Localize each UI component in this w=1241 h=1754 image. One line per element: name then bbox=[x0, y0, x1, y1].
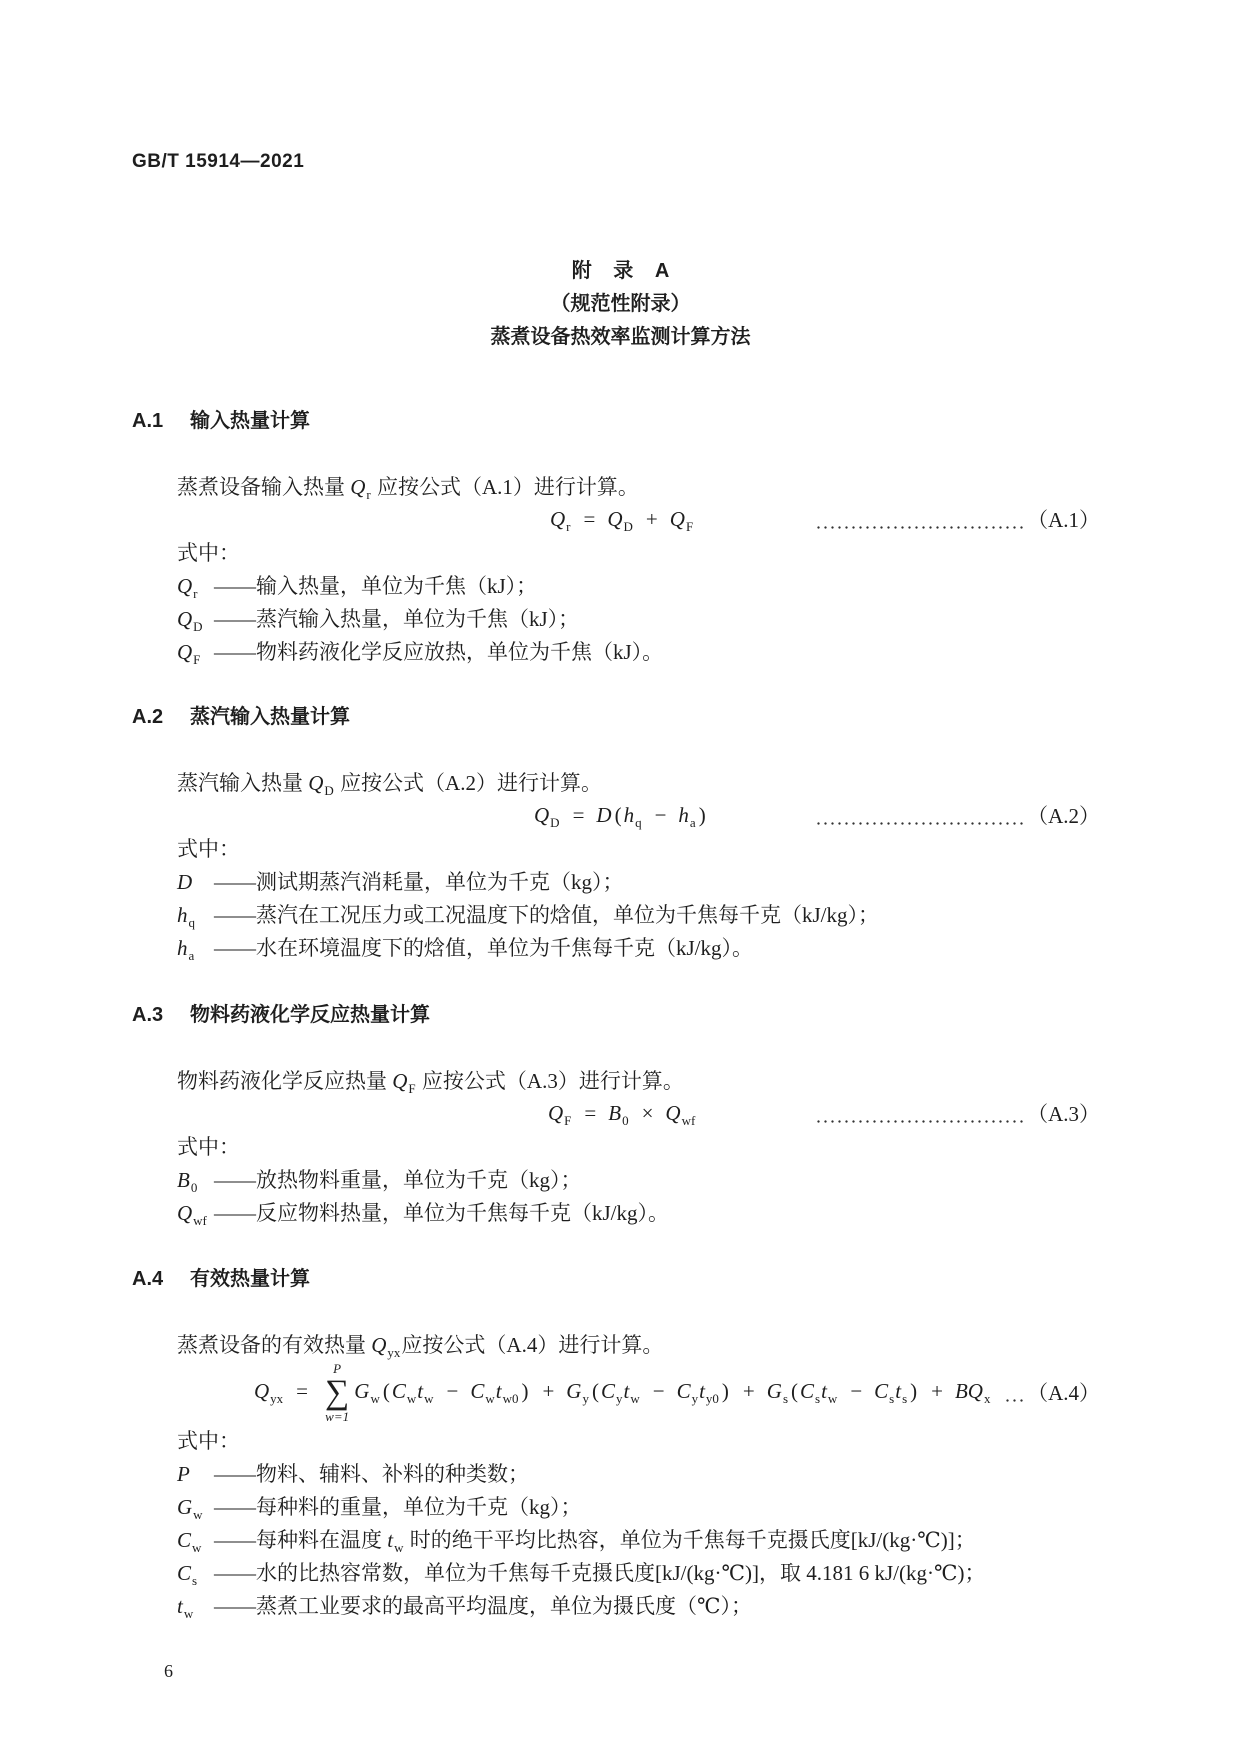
appendix-title-block bbox=[0, 255, 1241, 354]
equation-number: （A.2） bbox=[1027, 803, 1100, 828]
math-variable bbox=[177, 870, 192, 894]
math-variable bbox=[470, 1378, 495, 1406]
text-run: ) bbox=[521, 1378, 529, 1403]
variable-letter: h bbox=[177, 902, 188, 927]
math-variable bbox=[254, 1378, 284, 1406]
text-run: ( bbox=[791, 1378, 798, 1403]
definition-symbol bbox=[177, 932, 214, 967]
variable-letter: t bbox=[623, 1378, 630, 1403]
variable-letter: Q bbox=[177, 606, 193, 631]
math-variable bbox=[895, 1378, 908, 1406]
variable-letter: Q bbox=[177, 573, 193, 598]
variable-subscript: w bbox=[406, 1390, 417, 1406]
variable-letter: h bbox=[623, 802, 635, 827]
math-variable bbox=[821, 1378, 838, 1406]
text-run: ——每种料的重量，单位为千克（kg）； bbox=[214, 1494, 582, 1519]
variable-letter: G bbox=[354, 1378, 370, 1403]
where-label: 式中： bbox=[177, 836, 240, 861]
intro-paragraph bbox=[0, 767, 1241, 800]
section-heading bbox=[0, 701, 1241, 734]
math-operator: = bbox=[583, 506, 596, 531]
formula-a2 bbox=[534, 800, 1100, 833]
definition-row bbox=[0, 1590, 1241, 1623]
where-label: 式中： bbox=[177, 540, 240, 565]
variable-letter: t bbox=[177, 1593, 183, 1618]
dot-leader bbox=[815, 800, 1027, 833]
text-run: ——物料药液化学反应放热，单位为千焦（kJ）。 bbox=[214, 639, 664, 664]
variable-letter: Q bbox=[254, 1378, 270, 1403]
variable-letter: Q bbox=[371, 1332, 387, 1357]
math-variable bbox=[308, 770, 334, 798]
math-variable bbox=[874, 1378, 895, 1406]
math-variable bbox=[177, 1527, 202, 1555]
variable-letter: P bbox=[177, 1461, 190, 1486]
variable-subscript: yx bbox=[270, 1390, 284, 1406]
definition-row bbox=[0, 866, 1241, 899]
intro-paragraph bbox=[0, 1329, 1241, 1362]
variable-subscript: D bbox=[623, 518, 633, 534]
text-run: ——物料、辅料、补料的种类数； bbox=[214, 1461, 529, 1486]
section-heading bbox=[0, 999, 1241, 1032]
definition-symbol bbox=[177, 866, 214, 899]
text-run: ) bbox=[721, 1378, 729, 1403]
math-variable bbox=[177, 935, 195, 963]
math-variable bbox=[608, 1100, 629, 1128]
formula-expression bbox=[254, 1362, 991, 1424]
text-run: ——蒸煮工业要求的最高平均温度，单位为摄氏度（℃）； bbox=[214, 1593, 752, 1618]
math-variable bbox=[766, 1378, 788, 1406]
section-title: 有效热量计算 bbox=[190, 1267, 310, 1290]
dot-leader bbox=[815, 504, 1027, 537]
sum-upper-limit: P bbox=[333, 1361, 342, 1376]
definition-symbol bbox=[177, 1491, 214, 1526]
definition-symbol bbox=[177, 1557, 214, 1592]
section-a3 bbox=[0, 999, 1241, 1230]
text-run: ) bbox=[698, 802, 706, 827]
section-title: 蒸汽输入热量计算 bbox=[190, 705, 350, 728]
definition-row bbox=[0, 899, 1241, 932]
text-run: 应按公式（A.2）进行计算。 bbox=[334, 770, 602, 795]
formula-a1 bbox=[550, 504, 1100, 537]
variable-subscript: y0 bbox=[705, 1390, 719, 1406]
math-operator: = bbox=[572, 802, 585, 827]
variable-subscript: y bbox=[691, 1390, 699, 1406]
definition-symbol bbox=[177, 1590, 214, 1625]
definition-list bbox=[0, 570, 1241, 669]
variable-subscript: w bbox=[630, 1390, 640, 1406]
definition-text bbox=[214, 1495, 582, 1519]
variable-subscript: 0 bbox=[622, 1112, 629, 1128]
sum-lower-limit: w=1 bbox=[325, 1409, 350, 1424]
where-label: 式中： bbox=[177, 1428, 240, 1453]
text-run: ) bbox=[910, 1378, 918, 1403]
definition-row bbox=[0, 1524, 1241, 1557]
equation-number: （A.3） bbox=[1027, 1101, 1100, 1126]
math-variable bbox=[387, 1527, 404, 1555]
variable-subscript: x bbox=[983, 1390, 991, 1406]
text-run: ——输入热量，单位为千焦（kJ）； bbox=[214, 573, 538, 598]
variable-letter: G bbox=[177, 1494, 193, 1519]
text-run: 应按公式（A.1）进行计算。 bbox=[371, 474, 639, 499]
math-operator: − bbox=[850, 1378, 863, 1403]
text-run: 蒸煮设备的有效热量 bbox=[177, 1332, 372, 1357]
variable-subscript: yx bbox=[387, 1344, 401, 1360]
math-variable bbox=[534, 802, 560, 830]
math-operator: + bbox=[645, 506, 658, 531]
variable-letter: Q bbox=[665, 1100, 681, 1125]
variable-letter: D bbox=[177, 869, 193, 894]
definition-row bbox=[0, 1458, 1241, 1491]
section-a2 bbox=[0, 701, 1241, 965]
section-number: A.4 bbox=[132, 1267, 164, 1290]
math-variable bbox=[623, 802, 642, 830]
variable-subscript: r bbox=[193, 585, 198, 601]
variable-letter: C bbox=[600, 1378, 615, 1403]
variable-letter: B bbox=[608, 1100, 622, 1125]
text-run: 蒸煮设备输入热量 bbox=[177, 474, 351, 499]
math-variable bbox=[177, 1593, 194, 1621]
variable-subscript: F bbox=[193, 651, 201, 667]
variable-letter: C bbox=[874, 1378, 889, 1403]
variable-letter: Q bbox=[548, 1100, 564, 1125]
math-variable bbox=[800, 1378, 821, 1406]
definition-symbol bbox=[177, 570, 214, 605]
variable-letter: t bbox=[495, 1378, 502, 1403]
variable-letter: Q bbox=[350, 474, 366, 499]
variable-subscript: w0 bbox=[502, 1390, 519, 1406]
math-variable bbox=[392, 1068, 416, 1096]
definition-text bbox=[214, 1527, 976, 1555]
appendix-title: 蒸煮设备热效率监测计算方法 bbox=[490, 325, 751, 348]
appendix-category: （规范性附录） bbox=[550, 292, 691, 315]
variable-letter: Q bbox=[392, 1068, 408, 1093]
formula-a4 bbox=[254, 1362, 1100, 1425]
intro-paragraph bbox=[0, 1065, 1241, 1098]
math-variable bbox=[548, 1100, 572, 1128]
definition-list bbox=[0, 866, 1241, 965]
variable-subscript: wf bbox=[193, 1212, 207, 1228]
definition-row bbox=[0, 570, 1241, 603]
math-variable bbox=[177, 902, 195, 930]
text-run: ——水的比热容常数，单位为千焦每千克摄氏度[kJ/(kg·℃)]，取 4.181 6 kJ/(kg·℃)； bbox=[214, 1560, 986, 1585]
text-run: ( bbox=[614, 802, 622, 827]
variable-letter: t bbox=[895, 1378, 902, 1403]
variable-letter: D bbox=[596, 802, 612, 827]
math-variable bbox=[177, 639, 201, 667]
variable-letter: G bbox=[766, 1378, 782, 1403]
variable-subscript: w bbox=[193, 1506, 203, 1522]
definition-row bbox=[0, 1197, 1241, 1230]
text-run: 应按公式（A.3）进行计算。 bbox=[416, 1068, 684, 1093]
section-heading bbox=[0, 405, 1241, 438]
formula-expression bbox=[534, 799, 708, 834]
variable-subscript: w bbox=[370, 1390, 380, 1406]
math-variable bbox=[177, 1200, 207, 1228]
appendix-label: 附 录 A bbox=[571, 259, 670, 282]
section-a1 bbox=[0, 405, 1241, 669]
math-variable bbox=[665, 1100, 696, 1128]
where-label: 式中： bbox=[177, 1134, 240, 1159]
variable-subscript: D bbox=[193, 618, 203, 634]
formula-expression bbox=[548, 1097, 696, 1132]
variable-letter: C bbox=[800, 1378, 815, 1403]
variable-subscript: w bbox=[394, 1539, 404, 1555]
variable-subscript: wf bbox=[681, 1112, 696, 1128]
text-run: ——反应物料热量，单位为千焦每千克（kJ/kg）。 bbox=[214, 1200, 670, 1225]
math-variable bbox=[676, 1378, 699, 1406]
math-operator: + bbox=[742, 1378, 755, 1403]
math-operator: − bbox=[654, 802, 667, 827]
variable-letter: C bbox=[177, 1560, 192, 1585]
definition-row bbox=[0, 1557, 1241, 1590]
variable-letter: t bbox=[821, 1378, 827, 1403]
math-operator: + bbox=[542, 1378, 555, 1403]
definition-text bbox=[214, 1201, 669, 1225]
variable-subscript: D bbox=[324, 782, 334, 798]
equation-number: （A.1） bbox=[1027, 507, 1100, 532]
variable-subscript: w bbox=[827, 1390, 838, 1406]
definition-row bbox=[0, 603, 1241, 636]
math-variable bbox=[678, 802, 696, 830]
variable-letter: t bbox=[699, 1378, 705, 1403]
definition-list bbox=[0, 1458, 1241, 1623]
definition-row bbox=[0, 932, 1241, 965]
section-number: A.1 bbox=[132, 409, 164, 432]
section-a4 bbox=[0, 1263, 1241, 1623]
variable-subscript: w bbox=[192, 1539, 202, 1555]
math-variable bbox=[607, 506, 633, 534]
text-run: ——每种料在温度 bbox=[214, 1527, 388, 1552]
variable-letter: h bbox=[177, 935, 188, 960]
math-variable bbox=[177, 1462, 190, 1486]
variable-letter: h bbox=[678, 802, 689, 827]
math-variable bbox=[954, 1378, 991, 1406]
definition-text bbox=[214, 870, 624, 894]
sum-sign: ∑ bbox=[325, 1374, 350, 1411]
text-run: 应按公式（A.4）进行计算。 bbox=[401, 1332, 664, 1357]
text-run: ——蒸汽在工况压力或工况温度下的焓值，单位为千焦每千克（kJ/kg）； bbox=[214, 902, 880, 927]
intro-paragraph bbox=[0, 471, 1241, 504]
text-run: ——蒸汽输入热量，单位为千焦（kJ）； bbox=[214, 606, 580, 631]
formula-expression bbox=[550, 503, 694, 538]
definition-symbol bbox=[177, 603, 214, 638]
formula-a3 bbox=[548, 1098, 1100, 1131]
text-run: ( bbox=[591, 1378, 599, 1403]
math-variable bbox=[699, 1378, 719, 1406]
dot-leader bbox=[1004, 1377, 1027, 1410]
variable-letter: C bbox=[470, 1378, 485, 1403]
variable-subscript: q bbox=[635, 814, 642, 830]
math-operator: × bbox=[641, 1100, 654, 1125]
math-variable bbox=[177, 573, 198, 601]
definition-text bbox=[214, 574, 537, 598]
definition-symbol bbox=[177, 1164, 214, 1199]
page-number: 6 bbox=[164, 1660, 173, 1681]
definition-row bbox=[0, 1164, 1241, 1197]
section-title: 物料药液化学反应热量计算 bbox=[190, 1003, 430, 1026]
section-number: A.2 bbox=[132, 705, 164, 728]
section-number: A.3 bbox=[132, 1003, 164, 1026]
definition-text bbox=[214, 1168, 582, 1192]
variable-letter: Q bbox=[177, 639, 193, 664]
definition-symbol bbox=[177, 899, 214, 934]
definition-symbol bbox=[177, 636, 214, 671]
variable-subscript: s bbox=[889, 1390, 895, 1406]
definition-text bbox=[214, 936, 753, 960]
variable-letter: Q bbox=[534, 802, 550, 827]
math-variable bbox=[350, 474, 371, 502]
equation-number: （A.4） bbox=[1027, 1380, 1100, 1405]
math-variable bbox=[495, 1378, 519, 1406]
variable-subscript: s bbox=[815, 1390, 821, 1406]
variable-subscript: F bbox=[685, 518, 694, 534]
variable-subscript: s bbox=[192, 1572, 198, 1588]
math-operator: = bbox=[584, 1100, 597, 1125]
math-variable bbox=[354, 1378, 380, 1406]
definition-symbol bbox=[177, 1524, 214, 1559]
definition-text bbox=[214, 640, 663, 664]
math-operator: − bbox=[652, 1378, 665, 1403]
math-operator: + bbox=[931, 1378, 943, 1403]
text-run: 时的绝干平均比热容，单位为千焦每千克摄氏度[kJ/(kg·℃)]； bbox=[404, 1527, 976, 1552]
summation bbox=[325, 1362, 349, 1424]
variable-subscript: a bbox=[188, 947, 195, 963]
math-variable bbox=[600, 1378, 623, 1406]
variable-letter: t bbox=[417, 1378, 424, 1403]
math-variable bbox=[417, 1378, 434, 1406]
math-variable bbox=[177, 1167, 198, 1195]
variable-subscript: s bbox=[782, 1390, 788, 1406]
definition-row bbox=[0, 1491, 1241, 1524]
definition-symbol bbox=[177, 1458, 214, 1491]
standard-code: GB/T 15914—2021 bbox=[132, 150, 305, 172]
math-operator: = bbox=[296, 1378, 309, 1403]
definition-text bbox=[214, 607, 579, 631]
variable-subscript: w bbox=[424, 1390, 434, 1406]
definition-text bbox=[214, 1462, 529, 1486]
variable-subscript: r bbox=[566, 518, 571, 534]
math-variable bbox=[177, 1494, 203, 1522]
variable-subscript: s bbox=[902, 1390, 908, 1406]
definition-text bbox=[214, 1594, 752, 1618]
math-variable bbox=[550, 506, 571, 534]
variable-subscript: F bbox=[408, 1080, 416, 1096]
variable-subscript: y bbox=[615, 1390, 623, 1406]
variable-subscript: D bbox=[550, 814, 560, 830]
definition-symbol bbox=[177, 1197, 214, 1232]
math-variable bbox=[596, 803, 611, 827]
math-variable bbox=[391, 1378, 417, 1406]
math-operator: − bbox=[446, 1378, 459, 1403]
text-run: ——放热物料重量，单位为千克（kg）； bbox=[214, 1167, 582, 1192]
variable-subscript: w bbox=[485, 1390, 495, 1406]
definition-text bbox=[214, 1561, 985, 1585]
variable-subscript: y bbox=[582, 1390, 589, 1406]
section-title: 输入热量计算 bbox=[190, 409, 310, 432]
variable-letter: C bbox=[676, 1378, 691, 1403]
math-variable bbox=[177, 606, 203, 634]
variable-subscript: a bbox=[689, 814, 696, 830]
variable-letter: Q bbox=[308, 770, 324, 795]
dot-leader bbox=[815, 1098, 1027, 1131]
variable-letter: B bbox=[177, 1167, 190, 1192]
variable-subscript: F bbox=[564, 1112, 572, 1128]
variable-letter: G bbox=[566, 1378, 582, 1403]
variable-letter: t bbox=[387, 1527, 394, 1552]
variable-subscript: 0 bbox=[190, 1179, 198, 1195]
variable-letter: Q bbox=[607, 506, 623, 531]
variable-letter: Q bbox=[669, 506, 685, 531]
variable-letter: C bbox=[391, 1378, 406, 1403]
math-variable bbox=[623, 1378, 640, 1406]
math-variable bbox=[371, 1332, 401, 1360]
text-run: 蒸汽输入热量 bbox=[177, 770, 309, 795]
math-variable bbox=[669, 506, 694, 534]
section-heading bbox=[0, 1263, 1241, 1296]
definition-list bbox=[0, 1164, 1241, 1230]
variable-subscript: r bbox=[366, 486, 371, 502]
text-run: ——测试期蒸汽消耗量，单位为千克（kg）； bbox=[214, 869, 624, 894]
variable-letter: Q bbox=[550, 506, 566, 531]
text-run: ( bbox=[382, 1378, 390, 1403]
definition-row bbox=[0, 636, 1241, 669]
definition-text bbox=[214, 903, 879, 927]
variable-subscript: w bbox=[183, 1605, 194, 1621]
variable-subscript: q bbox=[188, 914, 195, 930]
variable-letter: Q bbox=[177, 1200, 193, 1225]
variable-letter: C bbox=[177, 1527, 192, 1552]
math-variable bbox=[177, 1560, 198, 1588]
text-run: ——水在环境温度下的焓值，单位为千焦每千克（kJ/kg）。 bbox=[214, 935, 754, 960]
text-run: 物料药液化学反应热量 bbox=[177, 1068, 393, 1093]
variable-letter: BQ bbox=[954, 1378, 983, 1403]
math-variable bbox=[566, 1378, 589, 1406]
